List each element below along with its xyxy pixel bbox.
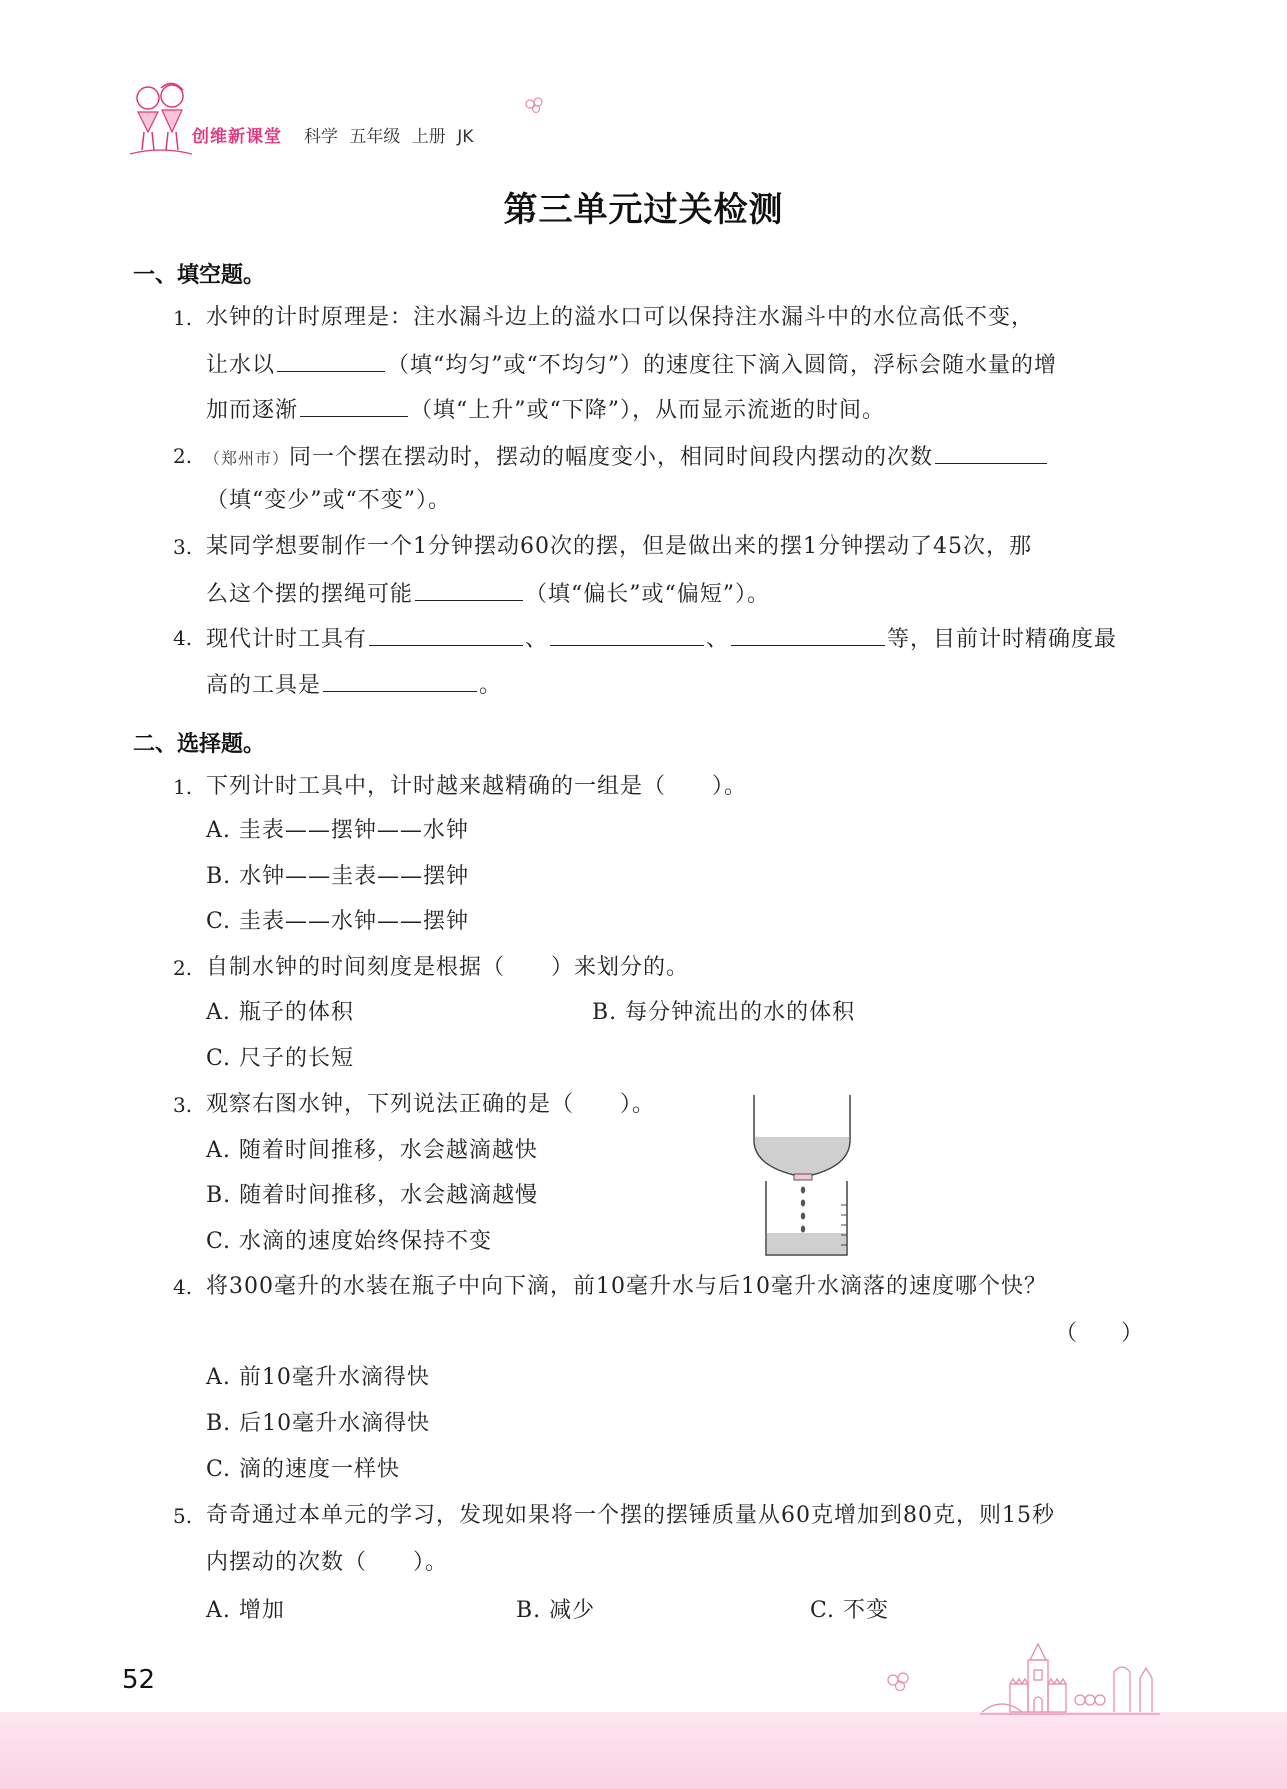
question-text: （填“上升”或“下降”），从而显示流逝的时间。 <box>410 398 886 423</box>
question-text: 高的工具是 <box>206 673 322 698</box>
option-c[interactable]: C. 圭表——水钟——摆钟 <box>206 909 470 934</box>
castle-decoration-icon <box>980 1640 1160 1720</box>
option-c[interactable]: C. 不变 <box>810 1598 890 1623</box>
question-text: 加而逐渐 <box>206 398 299 423</box>
option-c[interactable]: C. 水滴的速度始终保持不变 <box>206 1229 493 1254</box>
option-b[interactable]: B. 随着时间推移，水会越滴越慢 <box>206 1183 539 1208</box>
question-text: 观察右图水钟，下列说法正确的是（ ）。 <box>206 1092 656 1117</box>
question-text: 让水以 <box>206 353 276 378</box>
question-number: 3. <box>173 1093 193 1117</box>
option-a[interactable]: A. 随着时间推移，水会越滴越快 <box>206 1138 538 1163</box>
question-text: 现代计时工具有 <box>206 627 368 652</box>
question-line <box>206 578 770 610</box>
question-text: 奇奇通过本单元的学习，发现如果将一个摆的摆锤质量从60克增加到80克，则15秒 <box>206 1503 1055 1528</box>
option-a[interactable]: A. 增加 <box>206 1598 285 1623</box>
answer-blank[interactable] <box>300 394 408 417</box>
question-text: 。 <box>479 673 503 698</box>
page-title: 第三单元过关检测 <box>503 190 784 230</box>
section-heading-choice: 二、选择题。 <box>133 732 266 757</box>
question-number: 5. <box>173 1504 193 1528</box>
question-text: （填“变少”或“不变”）。 <box>206 488 451 513</box>
section-heading-fill-blank: 一、填空题。 <box>133 263 266 288</box>
question-number: 3. <box>173 535 193 559</box>
answer-blank[interactable] <box>731 623 885 646</box>
option-c[interactable]: C. 尺子的长短 <box>206 1046 355 1071</box>
question-number: 1. <box>173 775 193 799</box>
question-text: 么这个摆的摆绳可能 <box>206 582 414 607</box>
question-text: 某同学想要制作一个1分钟摆动60次的摆，但是做出来的摆1分钟摆动了45次，那 <box>206 534 1032 559</box>
option-a[interactable]: A. 圭表——摆钟——水钟 <box>206 818 469 843</box>
question-line <box>206 349 1057 381</box>
option-b[interactable]: B. 水钟——圭表——摆钟 <box>206 864 470 889</box>
question-number: 4. <box>173 626 193 650</box>
option-b[interactable]: B. 后10毫升水滴得快 <box>206 1411 431 1436</box>
question-number: 4. <box>173 1275 193 1299</box>
option-b[interactable]: B. 每分钟流出的水的体积 <box>592 1000 856 1025</box>
brand-name: 创维新课堂 <box>192 127 282 147</box>
question-number: 1. <box>173 306 193 330</box>
question-line <box>206 394 885 426</box>
separator: 、 <box>525 627 549 652</box>
page-header <box>128 78 628 158</box>
question-text: 水钟的计时原理是：注水漏斗边上的溢水口可以保持注水漏斗中的水位高低不变， <box>206 305 1035 330</box>
question-text: 同一个摆在摆动时，摆动的幅度变小，相同时间段内摆动的次数 <box>289 445 934 470</box>
answer-blank[interactable] <box>277 349 385 372</box>
flower-decoration-icon <box>885 1670 915 1694</box>
question-text: 内摆动的次数（ ）。 <box>206 1550 449 1575</box>
flower-decoration-icon <box>524 96 546 114</box>
option-b[interactable]: B. 减少 <box>516 1598 596 1623</box>
question-text: 等，目前计时精确度最 <box>887 627 1118 652</box>
question-text: 将300毫升的水装在瓶子中向下滴，前10毫升水与后10毫升水滴落的速度哪个快？ <box>206 1274 1047 1299</box>
subject-label: 科学 五年级 上册 JK <box>304 127 474 147</box>
answer-blank[interactable] <box>935 441 1047 464</box>
question-text: 下列计时工具中，计时越来越精确的一组是（ ）。 <box>206 774 748 799</box>
answer-blank[interactable] <box>323 669 477 692</box>
option-a[interactable]: A. 瓶子的体积 <box>206 1000 354 1025</box>
answer-blank[interactable] <box>550 623 704 646</box>
answer-blank[interactable] <box>415 578 523 601</box>
question-line <box>206 623 1117 655</box>
answer-paren[interactable]: （ ） <box>1055 1321 1144 1346</box>
question-text: （填“均匀”或“不均匀”）的速度往下滴入圆筒，浮标会随水量的增 <box>387 353 1058 378</box>
option-a[interactable]: A. 前10毫升水滴得快 <box>206 1365 430 1390</box>
answer-blank[interactable] <box>369 623 523 646</box>
region-tag: （郑州市） <box>204 449 290 468</box>
separator: 、 <box>706 627 730 652</box>
page-number: 52 <box>122 1665 156 1695</box>
option-c[interactable]: C. 滴的速度一样快 <box>206 1457 401 1482</box>
question-text: 自制水钟的时间刻度是根据（ ）来划分的。 <box>206 955 690 980</box>
question-text: （填“偏长”或“偏短”）。 <box>525 582 771 607</box>
water-clock-figure <box>750 1095 860 1257</box>
footer-band <box>0 1712 1287 1789</box>
question-line <box>206 669 502 701</box>
question-number: 2. <box>173 956 193 980</box>
question-number: 2. <box>173 444 193 468</box>
children-logo-icon <box>128 78 194 156</box>
question-line <box>204 441 1049 474</box>
